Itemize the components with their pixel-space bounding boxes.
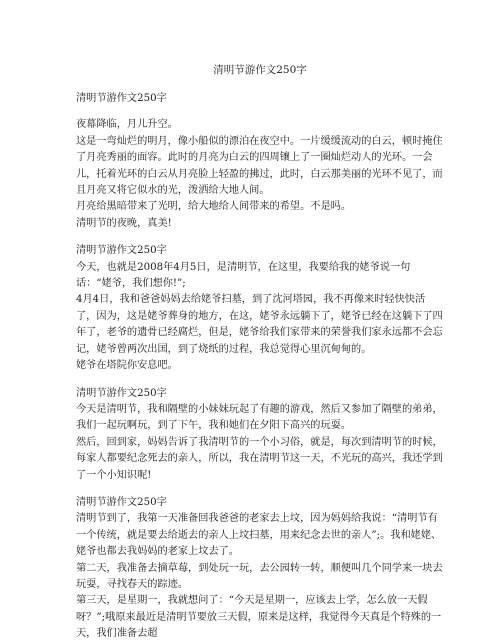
document-title: 清明节游作文250字 (213, 64, 307, 76)
essay-section-4 (76, 495, 444, 643)
paragraph: 4月4日，我和爸爸妈妈去给姥爷扫墓，到了沈河塔园，我不再像来时轻快快活了，因为，这是姥爷葬身的地方，在这，姥爷永远躺下了，姥爷已经在这躺下了四年了，老爷的遗骨已经腐烂，但是，姥爷给我们家带来的荣誉我们家永远都不会忘记，姥爷曾两次出国，到了烧纸的过程，我总觉得心里沉甸甸的。 (76, 294, 443, 355)
paragraph: 今天，也就是2008年4月5日，是清明节，在这里，我要给我的姥爷说一句话：“姥爷，我们想你!”; (76, 261, 411, 290)
essay-section-2 (76, 243, 444, 374)
section-heading: 清明节游作文250字 (76, 496, 167, 508)
essay-section-1 (76, 91, 444, 232)
section-heading: 清明节游作文250字 (76, 93, 167, 104)
paragraph: 然后，回到家，妈妈告诉了我清明节的一个小习俗，就是，每次到清明节的时候，每家人都要纪念死去的亲人，所以，我在清明节这一天，不光玩的高兴，我还学到了一个小知识呢! (76, 436, 443, 481)
paragraph: 夜幕降临，月儿升空。 (76, 119, 178, 131)
paragraph: 姥爷在塔院你安息吧。 (76, 360, 178, 372)
section-heading: 清明节游作文250字 (76, 245, 167, 257)
paragraph: 月亮给黑暗带来了光明，给大地给人间带来的希望。不是吗。 (76, 201, 352, 213)
paragraph: 今天是清明节，我和隔壁的小妹妹玩起了有趣的游戏，然后又参加了隔壁的弟弟，我们一起玩啊玩，到了下午，我和她们在夕阳下高兴的玩耍。 (76, 403, 443, 432)
essay-section-3 (76, 386, 444, 484)
paragraph: 第三天，是星期一，我就想问了：“今天是星期一，应该去上学，怎么放一天假呀？”;哦原来最近是清明节要放三天假，原来是这样，我觉得今天真是个特殊的一天，我们准备去超 (76, 595, 442, 640)
paragraph: 清明节的夜晚，真美! (76, 217, 172, 229)
section-heading: 清明节游作文250字 (76, 387, 167, 399)
paragraph: 这是一弯灿烂的明月，像小船似的漂泊在夜空中。一片缓缓流动的白云，顿时掩住了月亮秀丽的面容。此时的月亮为白云的四周镶上了一圈灿烂动人的光环。一会儿，托着光环的白云从月亮脸上轻盈的拂过，此时，白云那美丽的光环不见了，而且月亮又将它似水的光，泼洒给大地人间。 (76, 135, 443, 197)
paragraph: 第二天，我准备去摘草莓，到处玩一玩，去公园转一转，顺便叫几个同学来一块去玩耍，寻找春天的踪迹。 (76, 562, 443, 590)
paragraph: 清明节到了，我第一天准备回我爸爸的老家去上坟，因为妈妈给我说：“清明节有一个传统，就是要去给逝去的亲人上坟扫墓，用来纪念去世的亲人”;。我和姥姥、姥爷也都去我妈妈的老家上坟去了。 (76, 513, 442, 558)
